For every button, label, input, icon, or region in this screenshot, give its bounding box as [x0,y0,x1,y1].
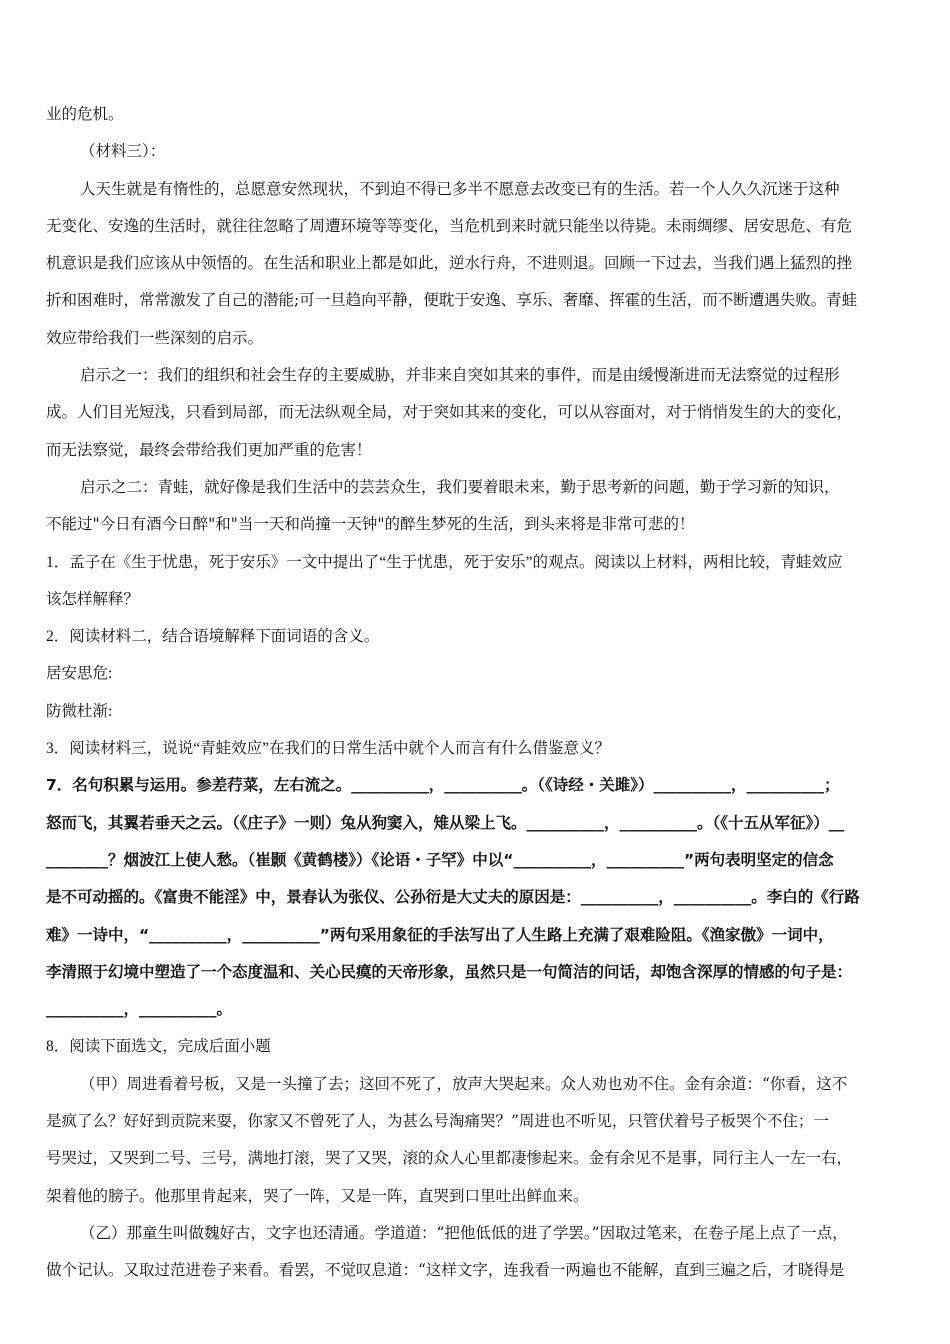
insight-two [46,469,904,544]
text-line: 启示之一：我们的组织和社会生存的主要威胁，并非来自突如其来的事件，而是由缓慢渐进而无法察觉的过程形 [80,366,840,385]
text-line: 架着他的膀子。他那里肯起来，哭了一阵，又是一阵，直哭到口里吐出鲜血来。 [46,1186,589,1205]
material2-tail: 业的危机。 [46,105,124,123]
text-line: 1．孟子在《生于忧患，死于安乐》一文中提出了“生于忧患，死于安乐”的观点。阅读以上材料，两相比较，青蛙效应 [46,553,843,571]
text-line: 难》一诗中，“__________，__________”两句采用象征的手法写出了人生路上充满了艰难险阻。《渔家傲》一词中， [46,925,834,944]
text-line: 而无法察觉，最终会带给我们更加严重的危害！ [46,440,372,459]
text-line: 人天生就是有惰性的，总愿意安然现状，不到迫不得已多半不愿意去改变已有的生活。若一个人久久沉迷于这种 [80,179,840,198]
text-line: 折和困难时，常常激发了自己的潜能;可一旦趋向平静，便耽于安逸、享乐、奢靡、挥霍的生活，而不断遭遇失败。青蛙 [46,291,858,310]
text-line: （甲）周进看着号板，又是一头撞了去；这回不死了，放声大哭起来。众人劝也劝不住。金有余道：“你看，这不 [80,1074,848,1093]
material3-paragraph [46,171,904,357]
text-line: 李清照于幻境中塑造了一个态度温和、关心民瘼的天帝形象，虽然只是一句简洁的问话，却饱含深厚的情感的句子是： [46,962,853,981]
insight-one [46,357,904,469]
text-line: 启示之二：青蛙，就好像是我们生活中的芸芸众生，我们要着眼未来，勤于思考新的问题，勤于学习新的知识， [80,477,840,496]
question-8-title: 8．阅读下面选文，完成后面小题 [46,1038,271,1056]
passage-jia [46,1066,904,1215]
text-line: 效应带给我们一些深刻的启示。 [46,328,264,347]
passage-yi [46,1215,904,1290]
answer-term-2: 防微杜渐: [46,702,113,720]
text-line: 做个记认。又取过范进卷子来看。看罢，不觉叹息道：“这样文字，连我看一两遍也不能解，直到三遍之后，才晓得是 [46,1261,845,1280]
text-line: __________，__________。 [46,1000,233,1019]
material3-heading: （材料三）： [80,142,166,161]
question-2 [46,618,904,730]
text-line: 7．名句积累与运用。参差荇菜，左右流之。__________，__________。（《诗经・关雎》）__________，__________； [46,776,840,795]
text-line: 怒而飞，其翼若垂天之云。（《庄子》一则）兔从狗窦入，雉从梁上飞。__________，__________。（《十五从军征》）__ [46,813,845,832]
text-line: 机意识是我们应该从中领悟的。在生活和职业上都是如此，逆水行舟，不进则退。回顾一下过去，当我们遇上猛烈的挫 [46,254,853,273]
text-line: ________？烟波江上使人愁。（崔颢《黄鹤楼》）《论语・子罕》中以“__________，__________”两句表明坚定的信念 [46,850,834,869]
text-line: （乙）那童生叫做魏好古，文字也还清通。学道道：“把他低低的进了学罢。”因取过笔来，在卷子尾上点了一点， [80,1223,848,1242]
answer-term-1: 居安思危: [46,665,113,683]
question-7 [46,767,904,1028]
text-line: 不能过"今日有酒今日醉"和"当一天和尚撞一天钟"的醉生梦死的生活，到头来将是非常可悲的！ [46,515,695,534]
text-line: 是不可动摇的。《富贵不能淫》中，景春认为张仪、公孙衍是大丈夫的原因是：__________，__________。李白的《行路 [46,888,860,907]
text-line: 成。人们目光短浅，只看到局部，而无法纵观全局，对于突如其来的变化，可以从容面对，对于悄悄发生的大的变化， [46,403,853,422]
text-line: 是疯了么？好好到贡院来耍，你家又不曾死了人，为甚么号淘痛哭？”周进也不听见，只管伏着号子板哭个不住；一 [46,1112,829,1131]
text-line: 无变化、安逸的生活时，就往往忽略了周遭环境等等变化，当危机到来时就只能坐以待毙。未雨绸缪、居安思危、有危 [46,216,853,235]
question-3: 3．阅读材料三，说说“青蛙效应”在我们的日常生活中就个人而言有什么借鉴意义？ [46,740,611,758]
text-line: 号哭过，又哭到二号、三号，满地打滚，哭了又哭，滚的众人心里都凄惨起来。金有余见不是事，同行主人一左一右， [46,1149,853,1168]
question-8 [46,1028,904,1289]
text-line: 该怎样解释？ [46,590,140,608]
text-line: 2．阅读材料二，结合语境解释下面词语的含义。 [46,628,380,646]
question-1 [46,544,904,619]
